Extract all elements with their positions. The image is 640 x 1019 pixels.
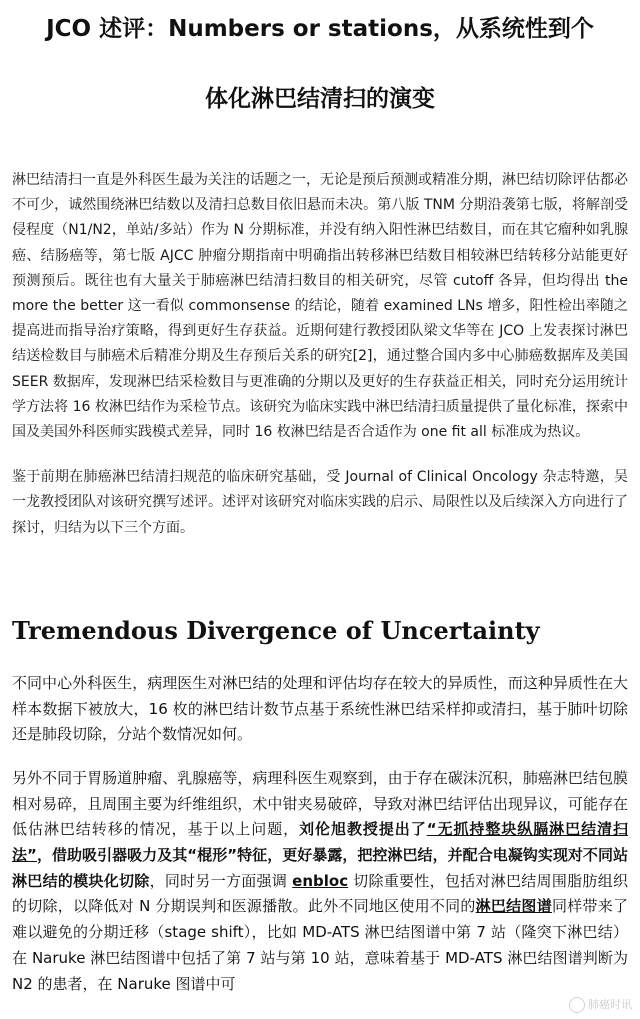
section-paragraph-2-text-d: 同样带来了难以避免的分期迁移（stage shift），比如 MD-ATS 淋巴结图谱中第 7 站（隆突下淋巴结）在 Naruke 淋巴结图谱中包括了第 7 站与第 10 站，意味着基于 MD-ATS 淋巴结图谱判断为 N2 的患者，在 Naruke 图谱中可 <box>12 897 628 993</box>
wechat-logo-icon <box>569 997 585 1013</box>
emphasis-technique-description: ，借助吸引器吸力及其“棍形”特征，更好暴露，把控淋巴结，并配合电凝钩实现对不同站淋巴结的模块化切除 <box>12 846 628 890</box>
article-title <box>0 0 640 118</box>
section-heading: Tremendous Divergence of Uncertainty <box>12 615 540 645</box>
article-title-line-2: 体化淋巴结清扫的演变 <box>205 86 435 112</box>
section-paragraph-2-text-c: 切除重要性，包括对淋巴结周围脂肪组织的切除，以降低对 N 分期误判和医源播散。此外不同地区使用不同的 <box>12 871 628 916</box>
section-paragraph-2 <box>0 766 640 997</box>
emphasis-liu-lunxu: 刘伦旭教授提出了 <box>299 820 427 839</box>
emphasis-technique-name: “无抓持整块纵膈淋巴结清扫法” <box>12 820 628 865</box>
intro-paragraph-2: 鉴于前期在肺癌淋巴结清扫规范的临床研究基础，受 Journal of Clinical Oncology 杂志特邀，吴一龙教授团队对该研究撰写述评。述评对该研究对临床实践的启示、局限性以及后续深入方向进行了探讨，归结为以下三个方面。 <box>12 469 628 536</box>
watermark <box>569 996 632 1013</box>
emphasis-enbloc: enbloc <box>292 871 349 890</box>
section-paragraph-1: 不同中心外科医生，病理医生对淋巴结的处理和评估均存在较大的异质性，而这种异质性在大样本数据下被放大，16 枚的淋巴结计数节点基于系统性淋巴结采样抑或清扫，基于肺叶切除还是肺段切除，分站个数情况如何。 <box>12 673 628 744</box>
article-title-line-1: JCO 述评：Numbers or stations，从系统性到个 <box>46 16 594 42</box>
watermark-text: 肺癌时讯 <box>588 998 632 1011</box>
section-paragraph-2-text-b: ，同时另一方面强调 <box>149 871 293 890</box>
intro-paragraph-1: 淋巴结清扫一直是外科医生最为关注的话题之一，无论是预后预测或精准分期，淋巴结切除评估都必不可少，诚然围绕淋巴结数以及清扫总数目依旧悬而未决。第八版 TNM 分期沿袭第七版，将解剖受侵程度（N1/N2，单站/多站）作为 N 分期标准，并没有纳入阳性淋巴结数目，而在其它瘤种如乳腺癌、结肠癌等，第七版 AJCC 肿瘤分期指南中明确指出转移淋巴结数目相较淋巴结转移分站能更好预测预后。既往也有大量关于肺癌淋巴结清扫数目的相关研究，尽管 cutoff 各异，但均得出 the more the better 这一看似 commonsense 的结论，随着 examined LNs 增多，阳性检出率随之提高进而指导治疗策略，得到更好生存获益。近期何建行教授团队梁文华等在 JCO 上发表探讨淋巴结送检数目与肺癌术后精准分期及生存预后关系的研究[2]，通过整合国内多中心肺癌数据库及美国 SEER 数据库，发现淋巴结采检数目与更准确的分期以及更好的生存获益正相关，同时充分运用统计学方法将 16 枚淋巴结作为采检节点。该研究为临床实践中淋巴结清扫质量提供了量化标准，探索中国及美国外科医师实践模式差异，同时 16 枚淋巴结是否合适作为 one fit all 标准成为热议。 <box>12 172 628 441</box>
section-paragraph-2-text-a: 另外不同于胃肠道肿瘤、乳腺癌等，病理科医生观察到，由于存在碳沫沉积，肺癌淋巴结包膜相对易碎，且周围主要为纤维组织，术中钳夹易破碎，导致对淋巴结评估出现异议，可能存在低估淋巴结转移的情况，基于以上问题， <box>12 768 628 839</box>
emphasis-lymph-node-map: 淋巴结图谱 <box>475 897 552 916</box>
